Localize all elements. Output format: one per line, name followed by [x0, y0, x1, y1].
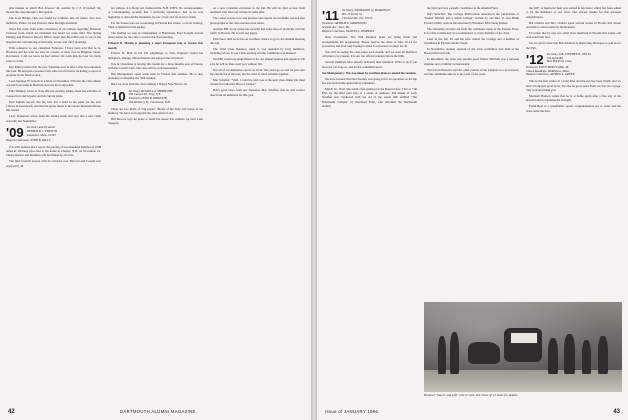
paragraph: This is the first winter in a long time and the sun has been bright, and we have all enjoyed good news, but alas no good news from our last sea voyage. Stay well and thank you. [526, 79, 621, 92]
paragraph: In November, another reunion of the class committee was held at the Boston Harvard Club. [424, 47, 519, 56]
paragraph: The following excerpts are from the comments made in the Eastern Press. It is a fine volume and we recommend it to every member of the class. [424, 26, 519, 35]
paragraph: Here we close with the class wishing a Happy New Year to all. [111, 82, 188, 87]
paragraph: Bill Montgomery spent some time in Florida this summer. He is also planning on attending the 50th reunion. [108, 72, 203, 81]
class-heading-10 [108, 90, 203, 105]
paragraph: The 1910 Class Reunion, April 5, was attended by forty members, including wives. It was a fine evening and the committee was thanked. [210, 47, 305, 56]
paragraph: There are two kinds of "big bones". Bones of the body and bones of the memory. We have not forgotten the class spirit of old. [108, 106, 203, 116]
paragraph: We are glad to hear that Bob Andrews is improving. He hopes to join us for the 55th. [526, 41, 621, 50]
paragraph: Leon Sprague '07 reports in a letter of November 27th that the class dinner was held last week in Hartford and was most enjoyable. [6, 79, 101, 88]
class-year: '10 [108, 88, 126, 104]
paragraph: Bob's good news from our Treasurer, Mac Schaffer, that he will receive dues from all members for this year. [210, 88, 305, 97]
paragraph: Ellis Whitney wrote to class officers recently telling about his activities in Connecticut and beyond, and his current plans. [6, 89, 101, 98]
paragraph: Hal Chubbs and Mrs. Chubbs spent several weeks in Florida this winter and plan to return north for the Reunion. [526, 20, 621, 29]
paragraph: Later in the fall, Ed and his wife visited the College and a number of classmates in Florida and the South. [424, 36, 519, 46]
paragraph: the 100". A memorial fund was started in his honor which has been added to by the members of our class. Our sincere thanks for this personal remembrance. [526, 6, 621, 19]
class-year: '11 [322, 8, 339, 23]
paragraph: Ted Hill would not make Hanover for our annual reunion and regrets it. He says he will be there next year without fail. [210, 57, 305, 66]
paragraph: You will be seeing the class notes each month, and we trust all members will plan to be present. It is our last official reunion before the 60th. [322, 50, 417, 59]
paragraph: Not all of our memories can be so vivid. The years go on and we pass into the chronicles of the past, but the class of 1910 remains together. [210, 67, 305, 77]
paragraph: We have learned that Ned Toomey was going in for an operation on the hip but was back home again before Christmas. [322, 76, 417, 85]
carriage-photo [424, 302, 622, 392]
right-column-3 [526, 6, 621, 304]
paragraph: Ray Ellison writes that the new Valentine Law in effect after his retirement this year. He enjoyed a pleasant visit with our old friend, including a report of progress in the Newton area. [6, 64, 101, 78]
class-heading-11: '11 Secretary, NATHANIEL G. BURLEIGH Box 15 Dover St. Chestnutville, T.N. 37155 Treasurer, ARTHUR F. GRIMWOOD Seaside Ave., Saco, Me. Bequest Chairman, SAMUEL L. HORWITZ [322, 9, 417, 33]
page-number: 43 [613, 409, 620, 415]
paragraph: For the Stones who are vacationing in Florida this winter, a card is waiting. Then to Vermont in the spring. [108, 20, 203, 29]
paragraph: With reference to our classmate Fullerton, I have been told that he is, Bradford and his wife are now in a home of their own in Brighton Street, Dorchester. I did not know he had retired. We wish him the best for many years to come. [6, 45, 101, 63]
bold-paragraph: Edward D. Martin is planning a short European trip to Greece this month. [108, 41, 203, 50]
class-officers: Secretary, RUSSELL A. MEREDITH 502 Cannon Pl., Troy, N.Y. Treasurer, LEON R. KIRWOOD 184 Mulberry St., Claremont, N.H. [128, 88, 173, 105]
paragraph: Paul Snow tells us he has an excellent chance to go to the Alumni meeting this fall. [210, 36, 305, 46]
paragraph: the Club and was a steady contributor to the Alumni Fund. [427, 6, 499, 10]
class-heading-09 [6, 126, 101, 143]
left-column-1 [6, 6, 101, 170]
paragraph: The Gold Bridge Club, not bound by tradition, met all winter. Two new members, Parker '41 and Pearson, meet the high standards. [6, 16, 101, 25]
magazine-footer: DARTMOUTH ALUMNI MAGAZINE [120, 409, 196, 414]
paragraph: Tate & Chapmine is leaving this month for a three months tour of Europe with the Cornell Club. The class will be well represented. [108, 61, 203, 71]
page-number: 42 [8, 409, 15, 415]
bequest-chairman: Bequest Chairman: JOHN B. MILLS [6, 138, 51, 142]
left-column-3 [210, 6, 305, 99]
right-page [317, 0, 628, 420]
paragraph: Ed writes that he saw two other class members in Florida this winter and both send their best. [526, 30, 621, 40]
paragraph: Bill Bowers says he plans to build his house this summer up near Lake Sunapee. [108, 117, 203, 126]
right-column-2 [424, 6, 519, 304]
class-officers: Secretary and Treasurer DEWHALD C. FRENCH Southwick, Mass. 01563 [26, 125, 57, 137]
issue-footer: Issue of JANUARY 1966 [325, 409, 379, 414]
paragraph: Marshall Hudson writes that he is at home again after a fine stay at the hospital and is regaining his strength. [526, 93, 621, 103]
photo-caption: Hanover "mayor and wife" ride in style. See Class of '11 notes for details. [424, 393, 519, 397]
paragraph: Larry Pendexter writes from his Alaska home and says that a new cabin was built last September. [6, 114, 101, 123]
bold-paragraph: Joe Montgomery: Was too taken by wartime plans to attend the reunion. [322, 70, 417, 75]
paragraph: Another Bill of our group has recently had some tales of problems with the traffic in Boston. He is well and happy. [210, 26, 305, 35]
paragraph: on a new Canadian excursion in the fall. He will be glad to hear from members who have not written in some time. [210, 6, 305, 15]
paragraph: are address, it is Rolla Arl, Sanbornville, N.H. 03872. No correspondence or Canoniqueing, recently had a terrifying experience. Just as he was beginning to descend the mountain, he saw a bear and sat down to think. [108, 6, 203, 19]
paragraph: The mailing we sent in campaigning at Harrisburg, Fred brought several letters home for the class to read in the class meeting. [108, 30, 203, 40]
class-officers: Secretary, DR. STEPHEN B. WELLS 154 Seeds Rd. West Hartford, Conn. [546, 51, 591, 64]
paragraph: The final football season with its victories over Harvard and Cornell was enjoyed by all. [6, 159, 101, 168]
left-page [0, 0, 311, 420]
right-column-1 [322, 6, 417, 110]
paragraph: Karl Stonchor: The College Publications announced the publication of "Daniel Webster and a Small College" written by our Dud '11 and Philip Everett Chubb, with an introduction by President John Sloan Dickey. [424, 11, 519, 25]
paragraph: Mac Schaffer: "Well, I could be with you at the next class dinner but must remain in California. Best of wishes." [210, 77, 305, 87]
class-year: '09 [6, 125, 24, 140]
class-year: '12 [526, 51, 544, 67]
paragraph: The cruise is done now and pictures and reports are available. Several fine photographs of the class reunion were taken. [210, 16, 305, 25]
class-officers: Secretary, NATHANIEL G. BURLEIGH Box 15 Dover St. Chestnutville, T.N. 37155 [341, 8, 390, 20]
paragraph: March 16, 1912: The sunlit class gathered at the Boston Univ. Club at 7:30 P.M. for the third (and last) of a series of reunions. The dinner of Lady Nordine was conducted with the aid of the sound film entitled "The Dartmouth Campus" by President Fenn, who informed the Dartmouth alumni. [322, 86, 417, 109]
paragraph: able manner in which Bob Atwood '42, assisted by J. P. O'Connell '46, moved the class through a full agenda. [6, 6, 101, 15]
paragraph: Several members have already indicated their intention. Write to us if you have not yet done so, and let the committee know. [322, 60, 417, 69]
paragraph: Word from Hanover says the older portion of the Campus is to be restored, and the committee asks us to be a part of the work. [424, 67, 519, 77]
paragraph: Francis H. Holt in his fall pilgrimage to New England visited his birthplace, Orange, Massachusetts and enjoyed the old places. [108, 51, 203, 60]
paragraph: In December, the class lost another good friend. Mitchell was a devoted alumnus and a faithful correspondent. [424, 57, 519, 66]
paragraph: Frank Beal is a grandfather again! Congratulations are in order and the class sends the best. [526, 104, 621, 113]
class-heading-12: '12 Secretary, DR. STEPHEN B. WELLS 154 Seeds Rd. West Hartford, Conn. Treasurer, FLETCHER CLARK, JR. 4 Rock Roadings, Middlefoss, Mass. Bequest Chairman, ALFRED L. GREEN [526, 53, 621, 77]
paragraph: Dear Classmates: The 55th Reunion plans are being made and arrangements are progressing. Please reserve the dates of June 10-13 for yourselves and your lady hoping to make it a pleasant occasion for all. [322, 35, 417, 49]
left-column-2 [108, 6, 203, 127]
paragraph: It is with sadness that I report the passing of our esteemed member of 1909 Allen R. Whitney who died at his home in Chester, N.H. on November 21. Their presence and kindness will be missed by all of us. [6, 144, 101, 158]
paragraph: Word has come from some classmates of an address regarding Fullerton Swanson from whom no classmate has heard for some time. The Spring Mailing and Hanover Record Office report that Fred McCarty is out of the hospital and convalescing at his home. A note will carry greetings. [6, 26, 101, 44]
paragraph: Paul Upham reports that his wife has a hand in the plans for the new Library in Greenwich, and that the group meets at the Green Mountain House this winter. [6, 99, 101, 113]
